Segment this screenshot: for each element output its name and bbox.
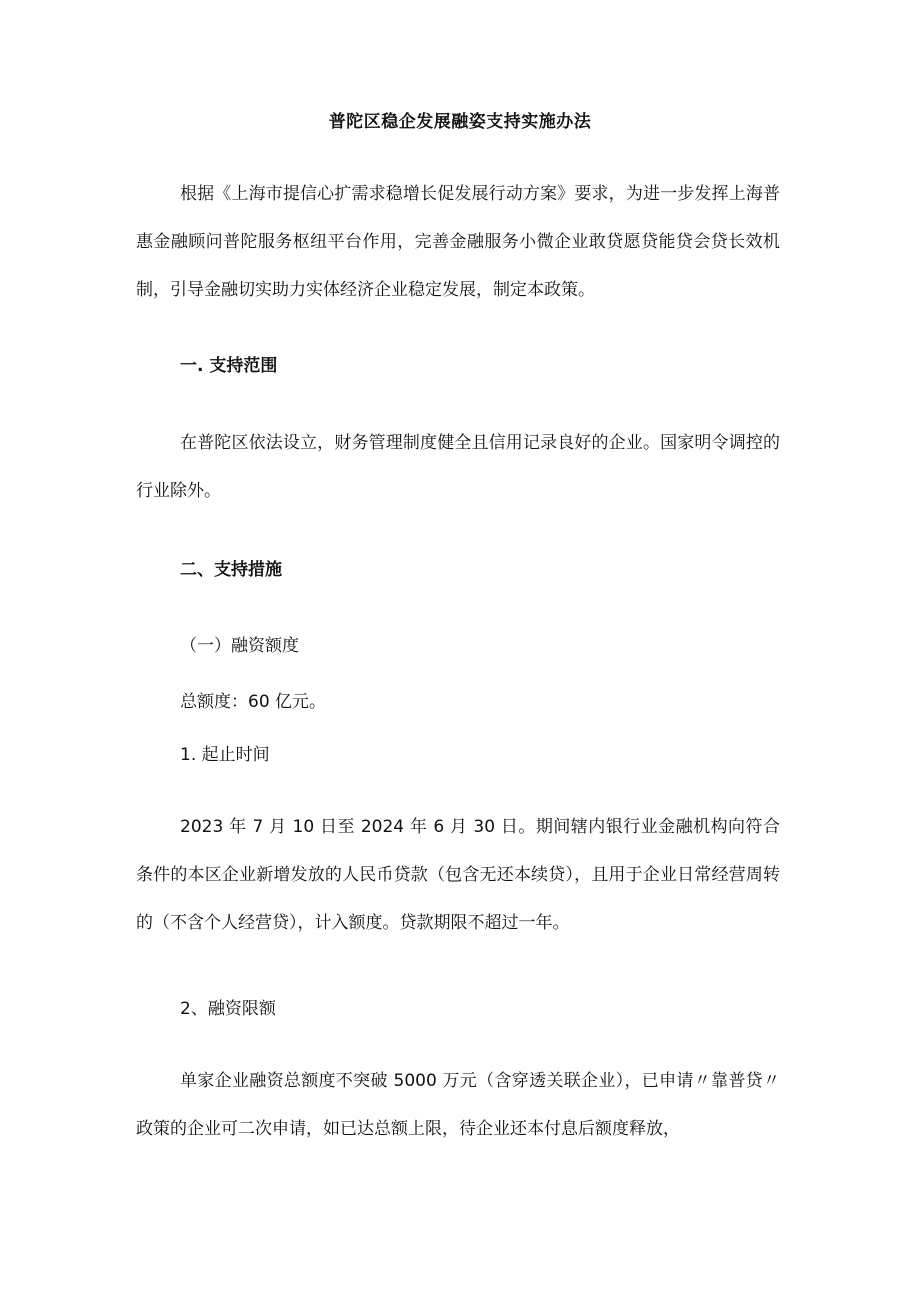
section-2-heading: 二、支持措施 xyxy=(180,560,282,580)
item-1-body: 2023 年 7 月 10 日至 2024 年 6 月 30 日。期间辖内银行业金融机构向符合条件的本区企业新增发放的人民币贷款（包含无还本续贷），且用于企业日常经营周转的（不含个人经营贷），计入额度。贷款期限不超过一年。 xyxy=(136,817,780,933)
total-amount-line: 总额度：60 亿元。 xyxy=(180,692,327,712)
item-2-body: 单家企业融资总额度不突破 5000 万元（含穿透关联企业），已申请〃靠普贷〃政策的企业可二次申请，如已达总额上限，待企业还本付息后额度释放， xyxy=(136,1071,780,1139)
document-title: 普陀区稳企发展融姿支持实施办法 xyxy=(328,112,592,132)
item-1-heading: 1. 起止时间 xyxy=(180,745,270,765)
section-1-body: 在普陀区依法设立，财务管理制度健全且信用记录良好的企业。国家明令调控的行业除外。 xyxy=(136,433,780,501)
intro-paragraph: 根据《上海市提信心扩需求稳增长促发展行动方案》要求，为进一步发挥上海普惠金融顾问普陀服务枢纽平台作用，完善金融服务小微企业敢贷愿贷能贷会贷长效机制，引导金融切实助力实体经济企业稳定发展，制定本政策。 xyxy=(136,184,780,300)
item-2-heading: 2、融资限额 xyxy=(180,999,276,1019)
subsection-1-heading: （一）融资额度 xyxy=(180,636,299,656)
section-1-heading: 一. 支持范围 xyxy=(180,356,278,376)
